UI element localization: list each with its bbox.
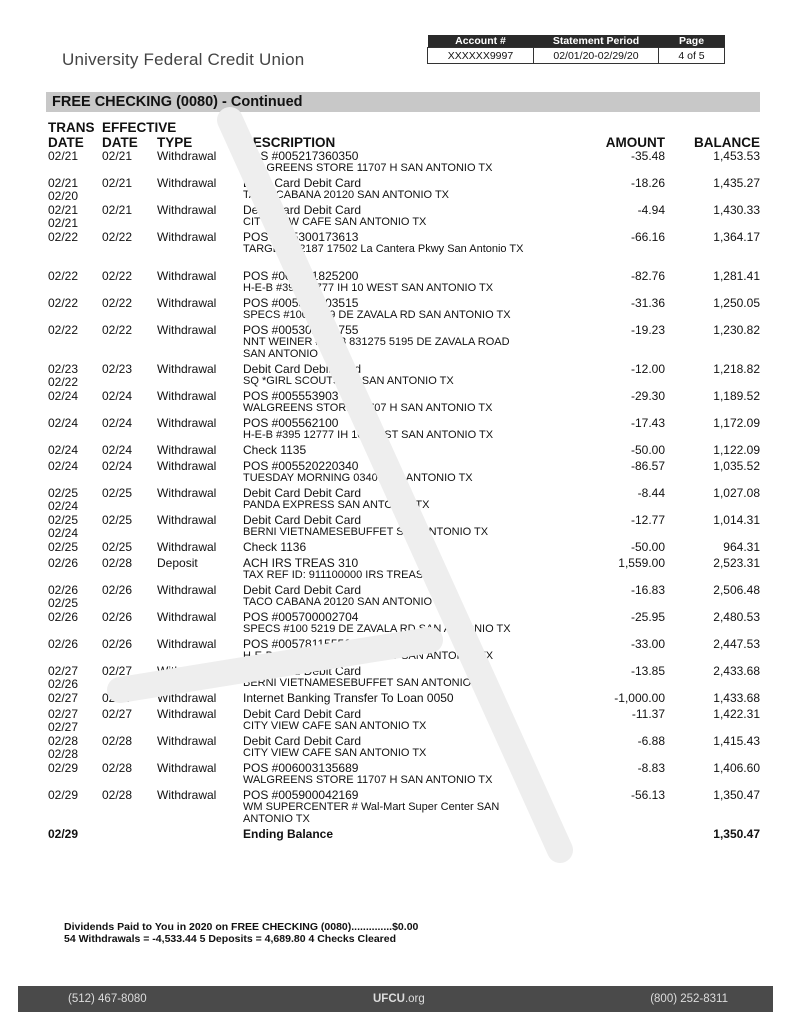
account-number: XXXXXX9997	[428, 48, 534, 64]
trans-balance: 2,506.48	[713, 583, 760, 597]
trans-amount: -86.57	[630, 459, 665, 473]
trans-date: 02/26	[48, 637, 79, 651]
trans-amount: -11.37	[631, 707, 665, 721]
trans-description: Internet Banking Transfer To Loan 0050	[243, 691, 454, 705]
col-balance: BALANCE	[694, 135, 760, 150]
trans-detail: NNT WEINER #5403 831275 5195 DE ZAVALA ROAD SAN ANTONIO TX	[243, 336, 510, 360]
trans-detail: BERNI VIETNAMESEBUFFET SAN ANTONIO TX	[243, 526, 489, 538]
trans-description: POS #005553903	[243, 389, 339, 403]
trans-balance: 1,250.05	[713, 296, 760, 310]
effective-date: 02/24	[102, 443, 133, 457]
effective-date: 02/22	[102, 323, 133, 337]
col-amount: AMOUNT	[605, 135, 665, 150]
trans-type: Withdrawal	[157, 610, 217, 624]
section-title: FREE CHECKING (0080) - Continued	[46, 92, 760, 112]
footer-site-domain: .org	[404, 993, 425, 1005]
trans-date: 02/21	[48, 203, 79, 217]
trans-type: Withdrawal	[157, 296, 217, 310]
trans-description: Debit Card Debit Card	[243, 664, 362, 678]
period-label: Statement Period	[534, 35, 659, 48]
col-date: DATE	[48, 135, 84, 150]
trans-type: Withdrawal	[157, 443, 217, 457]
effective-date: 02/22	[102, 269, 133, 283]
trans-detail: BERNI VIETNAMESEBUFFET SAN ANTONIO TX	[243, 677, 489, 689]
effective-date: 02/28	[102, 556, 133, 570]
posted-date: 02/22	[48, 375, 79, 389]
trans-type: Deposit	[157, 556, 198, 570]
trans-balance: 1,281.41	[713, 269, 760, 283]
trans-description: Debit Card Debit Card	[243, 362, 362, 376]
posted-date: 02/27	[48, 720, 79, 734]
effective-date: 02/24	[102, 459, 133, 473]
trans-balance: 1,364.17	[713, 230, 760, 244]
trans-balance: 1,350.47	[713, 788, 760, 802]
trans-date: 02/24	[48, 443, 79, 457]
trans-type: Withdrawal	[157, 230, 217, 244]
trans-amount: -12.77	[630, 513, 665, 527]
trans-type: Withdrawal	[157, 459, 217, 473]
trans-detail: SPECS #100 5219 DE ZAVALA RD SAN ANTONIO TX	[243, 623, 511, 635]
bank-name: University Federal Credit Union	[62, 50, 305, 69]
effective-date: 02/21	[102, 176, 133, 190]
trans-date: 02/25	[48, 486, 79, 500]
effective-date: 02/22	[102, 230, 133, 244]
effective-date: 02/26	[102, 637, 133, 651]
trans-amount: -33.00	[630, 637, 665, 651]
trans-description: ACH IRS TREAS 310	[243, 556, 359, 570]
trans-date: 02/27	[48, 691, 79, 705]
trans-description: POS #005700002704	[243, 610, 359, 624]
trans-detail: WALGREENS STORE 11707 H SAN ANTONIO TX	[243, 774, 493, 786]
trans-description: Debit Card Debit Card	[243, 707, 362, 721]
trans-amount: -82.76	[630, 269, 665, 283]
trans-date: 02/26	[48, 556, 79, 570]
trans-balance: 1,433.68	[713, 691, 760, 705]
trans-description: POS #005300173613	[243, 230, 359, 244]
trans-description: POS #005520220340	[243, 459, 359, 473]
trans-description: Debit Card Debit Card	[243, 583, 362, 597]
effective-date: 02/22	[102, 296, 133, 310]
effective-date: 02/28	[102, 788, 133, 802]
trans-description: Debit Card Debit Card	[243, 203, 362, 217]
trans-detail: CITY VIEW CAFE SAN ANTONIO TX	[243, 720, 427, 732]
trans-balance: 2,480.53	[713, 610, 760, 624]
posted-date: 02/20	[48, 189, 79, 203]
trans-date: 02/28	[48, 734, 79, 748]
effective-date: 02/21	[102, 149, 133, 163]
trans-type: Withdrawal	[157, 389, 217, 403]
trans-type: Withdrawal	[157, 637, 217, 651]
trans-date: 02/26	[48, 610, 79, 624]
trans-date: 02/21	[48, 176, 79, 190]
trans-detail: WALGREENS STORE 11707 H SAN ANTONIO TX	[243, 402, 493, 414]
trans-detail: SQ *GIRL SCOUTS OF SAN ANTONIO TX	[243, 375, 454, 387]
trans-description: POS #006003135689	[243, 761, 359, 775]
posted-date: 02/28	[48, 747, 79, 761]
trans-description: POS #005300003515	[243, 296, 359, 310]
trans-amount: -6.88	[637, 734, 665, 748]
trans-date: 02/22	[48, 269, 79, 283]
trans-type: Withdrawal	[157, 486, 217, 500]
trans-amount: -50.00	[630, 443, 665, 457]
trans-date: 02/29	[48, 788, 79, 802]
trans-amount: -13.85	[630, 664, 665, 678]
ending-date: 02/29	[48, 827, 79, 841]
effective-date: 02/25	[102, 513, 133, 527]
trans-balance: 1,430.33	[713, 203, 760, 217]
trans-date: 02/27	[48, 707, 79, 721]
trans-detail: PANDA EXPRESS SAN ANTONIO TX	[243, 499, 430, 511]
trans-type: Withdrawal	[157, 788, 217, 802]
trans-detail: TAX REF ID: 911100000 IRS TREAS 310	[243, 569, 445, 581]
trans-balance: 2,433.68	[713, 664, 760, 678]
trans-type: Withdrawal	[157, 149, 217, 163]
trans-amount: -8.44	[637, 486, 665, 500]
page-label: Page	[659, 35, 725, 48]
trans-detail: H-E-B #395 12777 IH 10 WEST SAN ANTONIO TX	[243, 429, 494, 441]
trans-balance: 1,230.82	[713, 323, 760, 337]
posted-date: 02/25	[48, 596, 79, 610]
trans-balance: 964.31	[723, 540, 760, 554]
trans-amount: -66.16	[630, 230, 665, 244]
trans-amount: -18.26	[630, 176, 665, 190]
trans-balance: 1,189.52	[713, 389, 760, 403]
trans-balance: 1,422.31	[713, 707, 760, 721]
trans-amount: -1,000.00	[614, 691, 665, 705]
effective-date: 02/27	[102, 691, 133, 705]
trans-type: Withdrawal	[157, 416, 217, 430]
col-type: TYPE	[157, 135, 193, 150]
effective-date: 02/28	[102, 761, 133, 775]
trans-date: 02/24	[48, 389, 79, 403]
trans-amount: 1,559.00	[618, 556, 665, 570]
trans-type: Withdrawal	[157, 203, 217, 217]
effective-date: 02/27	[102, 707, 133, 721]
trans-description: POS #005217360350	[243, 149, 359, 163]
col-description: DESCRIPTION	[243, 135, 336, 150]
trans-detail: CITY VIEW CAFE SAN ANTONIO TX	[243, 216, 427, 228]
trans-description: POS #005302056755	[243, 323, 359, 337]
trans-balance: 1,172.09	[713, 416, 760, 430]
trans-detail: CITY VIEW CAFE SAN ANTONIO TX	[243, 747, 427, 759]
posted-date: 02/24	[48, 499, 79, 513]
account-label: Account #	[428, 35, 534, 48]
trans-amount: -56.13	[630, 788, 665, 802]
trans-detail: TACO CABANA 20120 SAN ANTONIO TX	[243, 596, 450, 608]
col-effective: EFFECTIVE	[102, 120, 177, 135]
trans-amount: -50.00	[630, 540, 665, 554]
dividends-line: Dividends Paid to You in 2020 on FREE CHECKING (0080)..............$0.00	[64, 921, 419, 933]
footer-phone-toll: (800) 252-8311	[650, 993, 728, 1005]
trans-balance: 1,218.82	[713, 362, 760, 376]
trans-detail: TUESDAY MORNING 0340 SAN ANTONIO TX	[243, 472, 473, 484]
trans-date: 02/21	[48, 149, 79, 163]
trans-amount: -29.30	[630, 389, 665, 403]
trans-description: Debit Card Debit Card	[243, 486, 362, 500]
trans-amount: -17.43	[630, 416, 665, 430]
trans-type: Withdrawal	[157, 269, 217, 283]
col-date-effective: DATE	[102, 135, 138, 150]
effective-date: 02/28	[102, 734, 133, 748]
effective-date: 02/26	[102, 610, 133, 624]
posted-date: 02/21	[48, 216, 79, 230]
footer-website[interactable]	[373, 986, 425, 1012]
effective-date: 02/25	[102, 486, 133, 500]
trans-description: Debit Card Debit Card	[243, 734, 362, 748]
statement-header-table	[427, 35, 725, 64]
trans-type: Withdrawal	[157, 176, 217, 190]
trans-detail: WALGREENS STORE 11707 H SAN ANTONIO TX	[243, 162, 493, 174]
trans-date: 02/23	[48, 362, 79, 376]
trans-amount: -31.36	[630, 296, 665, 310]
trans-description: Check 1135	[243, 443, 307, 457]
trans-type: Withdrawal	[157, 664, 217, 678]
trans-description: Debit Card Debit Card	[243, 513, 362, 527]
page-number: 4 of 5	[659, 48, 725, 64]
trans-description: POS #005900042169	[243, 788, 359, 802]
footer-phone-local: (512) 467-8080	[68, 993, 147, 1005]
ending-balance: 1,350.47	[713, 827, 760, 841]
effective-date: 02/23	[102, 362, 133, 376]
trans-date: 02/24	[48, 459, 79, 473]
trans-date: 02/25	[48, 513, 79, 527]
trans-balance: 1,035.52	[713, 459, 760, 473]
trans-description: Check 1136	[243, 540, 307, 554]
trans-date: 02/22	[48, 323, 79, 337]
trans-description: POS #005781155500	[243, 637, 358, 651]
trans-type: Withdrawal	[157, 583, 217, 597]
trans-detail: TACO CABANA 20120 SAN ANTONIO TX	[243, 189, 450, 201]
trans-balance: 1,027.08	[713, 486, 760, 500]
effective-date: 02/25	[102, 540, 133, 554]
trans-description: Debit Card Debit Card	[243, 176, 362, 190]
trans-type: Withdrawal	[157, 323, 217, 337]
posted-date: 02/24	[48, 526, 79, 540]
trans-balance: 1,406.60	[713, 761, 760, 775]
trans-type: Withdrawal	[157, 691, 217, 705]
ending-label: Ending Balance	[243, 827, 334, 841]
trans-amount: -35.48	[630, 149, 665, 163]
effective-date: 02/27	[102, 664, 133, 678]
trans-balance: 1,453.53	[713, 149, 760, 163]
trans-amount: -25.95	[630, 610, 665, 624]
trans-description: POS #005562100	[243, 416, 339, 430]
statement-summary	[64, 921, 418, 945]
trans-balance: 1,415.43	[713, 734, 760, 748]
trans-detail: TARGET T-2187 17502 La Cantera Pkwy San Antonio TX	[243, 243, 524, 255]
trans-detail: WM SUPERCENTER # Wal-Mart Super Center SAN ANTONIO TX	[243, 801, 500, 825]
posted-date: 02/26	[48, 677, 79, 691]
trans-detail: SPECS #100 5219 DE ZAVALA RD SAN ANTONIO TX	[243, 309, 511, 321]
trans-date: 02/26	[48, 583, 79, 597]
trans-type: Withdrawal	[157, 707, 217, 721]
trans-type: Withdrawal	[157, 734, 217, 748]
effective-date: 02/26	[102, 583, 133, 597]
totals-line: 54 Withdrawals = -4,533.44 5 Deposits = 4,689.80 4 Checks Cleared	[64, 933, 397, 945]
trans-amount: -8.83	[637, 761, 665, 775]
trans-date: 02/25	[48, 540, 79, 554]
trans-amount: -4.94	[637, 203, 665, 217]
effective-date: 02/24	[102, 389, 133, 403]
trans-detail: H-E-B #395 12777 IH 10 WEST SAN ANTONIO TX	[243, 282, 494, 294]
trans-type: Withdrawal	[157, 761, 217, 775]
trans-balance: 1,122.09	[713, 443, 760, 457]
trans-balance: 1,014.31	[713, 513, 760, 527]
trans-amount: -12.00	[630, 362, 665, 376]
trans-type: Withdrawal	[157, 513, 217, 527]
trans-date: 02/29	[48, 761, 79, 775]
trans-amount: -19.23	[630, 323, 665, 337]
trans-type: Withdrawal	[157, 362, 217, 376]
trans-type: Withdrawal	[157, 540, 217, 554]
trans-description: POS #005351825200	[243, 269, 359, 283]
trans-date: 02/22	[48, 230, 79, 244]
col-trans: TRANS	[48, 120, 95, 135]
trans-balance: 1,435.27	[713, 176, 760, 190]
footer-site-bold: UFCU	[373, 993, 405, 1005]
trans-date: 02/27	[48, 664, 79, 678]
trans-amount: -16.83	[630, 583, 665, 597]
trans-balance: 2,523.31	[713, 556, 760, 570]
trans-detail: H-E-B #395 12777 IH 10 WEST SAN ANTONIO TX	[243, 650, 494, 662]
effective-date: 02/24	[102, 416, 133, 430]
statement-period: 02/01/20-02/29/20	[534, 48, 659, 64]
trans-date: 02/24	[48, 416, 79, 430]
effective-date: 02/21	[102, 203, 133, 217]
trans-date: 02/22	[48, 296, 79, 310]
trans-balance: 2,447.53	[713, 637, 760, 651]
page-footer	[18, 986, 773, 1012]
